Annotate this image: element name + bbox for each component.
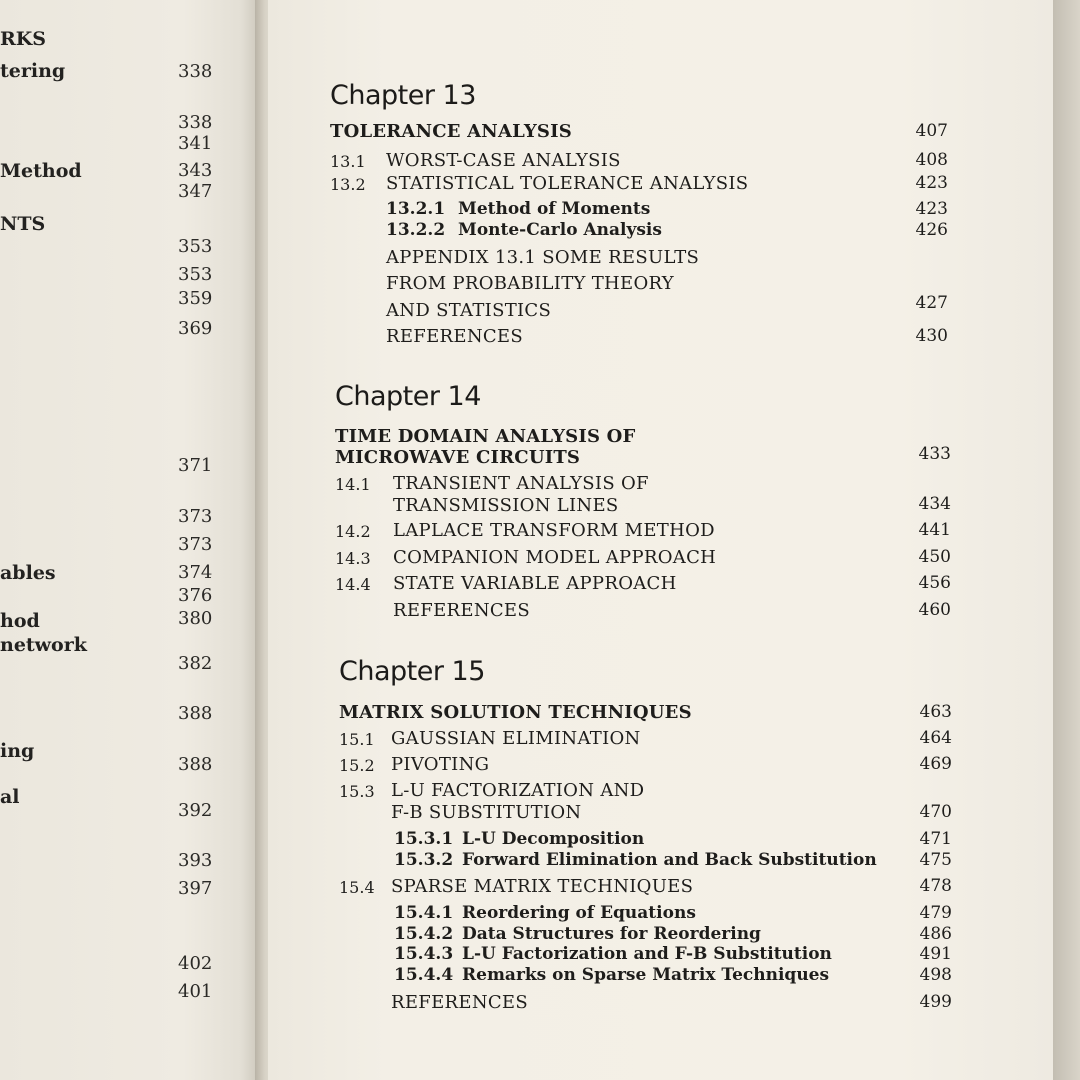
section-page-number: 430: [915, 326, 948, 346]
section-page-number: 434: [918, 494, 951, 514]
section-number: 14.3: [335, 549, 371, 568]
right-page: [268, 0, 1053, 1080]
left-page-fragment: network: [0, 634, 87, 656]
left-page-number: 341: [178, 133, 213, 154]
section-page-number: 426: [915, 220, 948, 240]
left-page-fragment: al: [0, 786, 20, 808]
section-title: FROM PROBABILITY THEORY: [386, 273, 674, 294]
left-page-number: 338: [178, 61, 213, 82]
left-page-number: 374: [178, 562, 213, 583]
section-title: TRANSMISSION LINES: [393, 495, 619, 516]
chapter-title: MICROWAVE CIRCUITS: [335, 447, 581, 468]
left-page-number: 376: [178, 585, 213, 606]
left-page-fragment: Method: [0, 160, 82, 182]
section-page-number: 441: [918, 520, 951, 540]
section-number: 14.2: [335, 522, 371, 541]
left-page: [0, 0, 262, 1080]
section-title: WORST-CASE ANALYSIS: [386, 150, 621, 171]
left-page-number: 382: [178, 653, 213, 674]
section-title: APPENDIX 13.1 SOME RESULTS: [386, 247, 700, 268]
left-page-number: 359: [178, 288, 213, 309]
left-page-fragment: ables: [0, 562, 56, 584]
section-number: 15.4.2: [394, 924, 454, 944]
section-title: GAUSSIAN ELIMINATION: [391, 728, 641, 749]
section-page-number: 498: [919, 965, 952, 985]
chapter-title-page: 407: [915, 121, 948, 141]
subsection-title: Data Structures for Reordering: [462, 924, 761, 944]
section-page-number: 460: [918, 600, 951, 620]
section-page-number: 478: [919, 876, 952, 896]
chapter-title: TIME DOMAIN ANALYSIS OF: [335, 426, 636, 447]
section-page-number: 423: [915, 173, 948, 193]
left-page-number: 401: [178, 981, 213, 1002]
left-page-number: 397: [178, 878, 213, 899]
page-edge: [1053, 0, 1080, 1080]
section-title: F-B SUBSTITUTION: [391, 802, 582, 823]
section-page-number: 471: [919, 829, 952, 849]
chapter-heading: Chapter 15: [339, 656, 485, 687]
subsection-title: Monte-Carlo Analysis: [458, 220, 662, 240]
section-title: COMPANION MODEL APPROACH: [393, 547, 717, 568]
section-page-number: 499: [919, 992, 952, 1012]
left-page-number: 388: [178, 703, 213, 724]
section-page-number: 475: [919, 850, 952, 870]
chapter-heading: Chapter 13: [330, 80, 476, 111]
section-title: STATISTICAL TOLERANCE ANALYSIS: [386, 173, 749, 194]
chapter-title-page: 433: [918, 444, 951, 464]
section-number: 15.3.1: [394, 829, 454, 849]
section-title: REFERENCES: [386, 326, 524, 347]
subsection-title: Forward Elimination and Back Substitution: [462, 850, 877, 870]
subsection-title: L-U Decomposition: [462, 829, 645, 849]
section-title: PIVOTING: [391, 754, 490, 775]
section-title: REFERENCES: [393, 600, 531, 621]
section-number: 15.3.2: [394, 850, 454, 870]
left-page-number: 369: [178, 318, 213, 339]
left-page-number: 373: [178, 506, 213, 527]
left-page-number: 371: [178, 455, 213, 476]
section-number: 13.2.2: [386, 220, 446, 240]
left-page-number: 353: [178, 236, 213, 257]
section-number: 15.1: [339, 730, 375, 749]
left-page-number: 388: [178, 754, 213, 775]
chapter-title: MATRIX SOLUTION TECHNIQUES: [339, 702, 692, 723]
left-page-number: 392: [178, 800, 213, 821]
section-page-number: 427: [915, 293, 948, 313]
chapter-heading: Chapter 14: [335, 381, 481, 412]
section-page-number: 456: [918, 573, 951, 593]
section-number: 15.4.4: [394, 965, 454, 985]
section-page-number: 479: [919, 903, 952, 923]
left-page-number: 402: [178, 953, 213, 974]
subsection-title: Method of Moments: [458, 199, 651, 219]
section-page-number: 469: [919, 754, 952, 774]
subsection-title: Reordering of Equations: [462, 903, 696, 923]
left-page-fragment: hod: [0, 610, 40, 632]
left-page-number: 373: [178, 534, 213, 555]
left-page-fragment: tering: [0, 60, 66, 82]
left-page-number: 343: [178, 160, 213, 181]
section-page-number: 408: [915, 150, 948, 170]
section-number: 13.2: [330, 175, 366, 194]
section-title: L-U FACTORIZATION AND: [391, 780, 645, 801]
left-page-number: 347: [178, 181, 213, 202]
section-number: 15.4.3: [394, 944, 454, 964]
subsection-title: Remarks on Sparse Matrix Techniques: [462, 965, 830, 985]
section-number: 14.4: [335, 575, 371, 594]
left-page-fragment: ing: [0, 740, 35, 762]
section-title: REFERENCES: [391, 992, 529, 1013]
section-title: LAPLACE TRANSFORM METHOD: [393, 520, 715, 541]
section-number: 15.3: [339, 782, 375, 801]
section-page-number: 486: [919, 924, 952, 944]
section-page-number: 450: [918, 547, 951, 567]
left-page-fragment: NTS: [0, 213, 46, 235]
left-page-number: 353: [178, 264, 213, 285]
section-number: 13.1: [330, 152, 366, 171]
section-page-number: 491: [919, 944, 952, 964]
chapter-title: TOLERANCE ANALYSIS: [330, 121, 572, 142]
section-title: STATE VARIABLE APPROACH: [393, 573, 677, 594]
section-page-number: 470: [919, 802, 952, 822]
left-page-number: 380: [178, 608, 213, 629]
left-page-fragment: RKS: [0, 28, 47, 50]
subsection-title: L-U Factorization and F-B Substitution: [462, 944, 832, 964]
section-page-number: 464: [919, 728, 952, 748]
left-page-number: 393: [178, 850, 213, 871]
section-title: TRANSIENT ANALYSIS OF: [393, 473, 649, 494]
section-title: AND STATISTICS: [386, 300, 552, 321]
section-number: 14.1: [335, 475, 371, 494]
section-number: 13.2.1: [386, 199, 446, 219]
section-number: 15.4: [339, 878, 375, 897]
section-page-number: 423: [915, 199, 948, 219]
section-number: 15.2: [339, 756, 375, 775]
chapter-title-page: 463: [919, 702, 952, 722]
section-number: 15.4.1: [394, 903, 454, 923]
section-title: SPARSE MATRIX TECHNIQUES: [391, 876, 694, 897]
left-page-number: 338: [178, 112, 213, 133]
